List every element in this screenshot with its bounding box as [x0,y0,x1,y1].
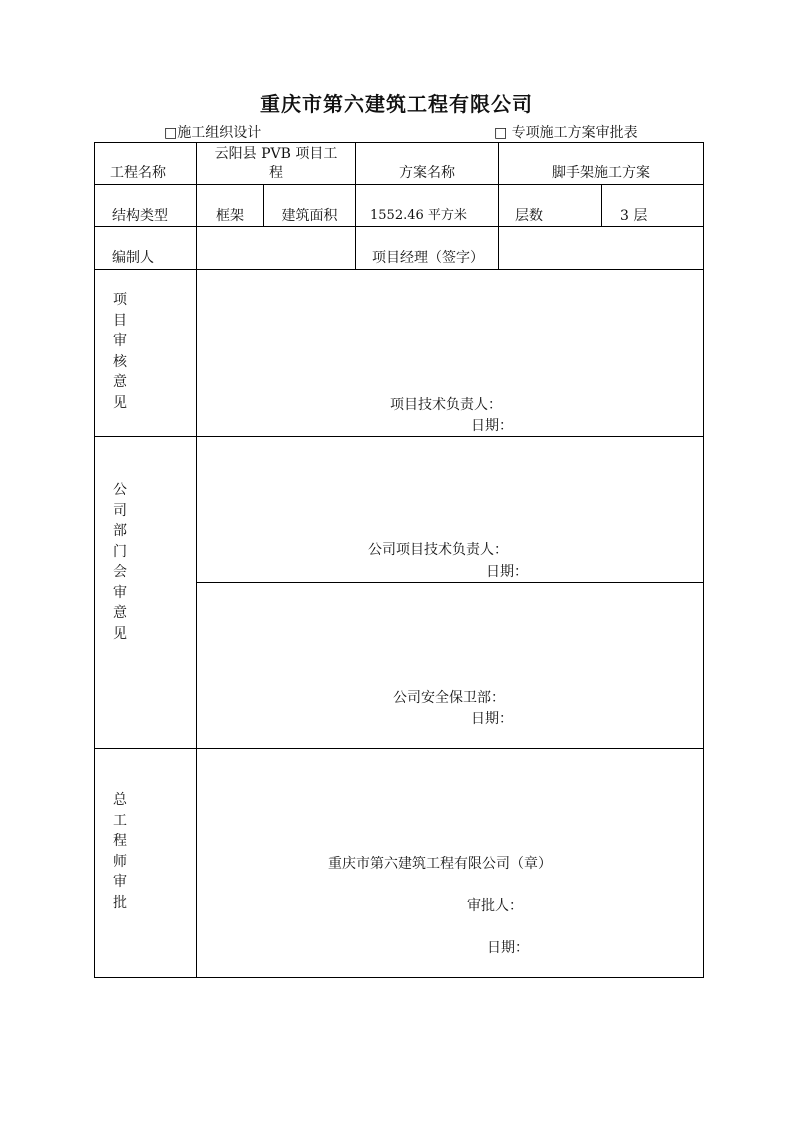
table-border-left [94,142,95,978]
option-special-plan-approval[interactable]: □ 专项施工方案审批表 [494,125,638,141]
row-divider [94,226,704,227]
pm-label: 项目经理（签字） [372,250,484,266]
approver-label: 审批人： [467,898,523,914]
col-divider [196,142,197,978]
compiler-label: 编制人 [112,250,154,266]
plan-name-label: 方案名称 [399,165,455,181]
row-divider [196,582,704,583]
project-name-value-line1: 云阳县 PVB 项目工 [214,146,338,162]
project-review-label: 项 目 审 核 意 见 [113,292,127,411]
floors-value: 3 层 [620,208,648,224]
row-divider [94,269,704,270]
project-tech-signer-label: 项目技术负责人： [390,397,502,413]
table-border-right [703,142,704,978]
company-review-label: 公 司 部 门 会 审 意 见 [113,482,127,642]
col-divider [601,184,602,226]
approval-date-label: 日期： [487,940,529,956]
project-name-value-line2: 程 [269,165,283,181]
row-divider [94,184,704,185]
company-tech-date-label: 日期： [486,564,528,580]
project-review-date-label: 日期： [471,418,513,434]
company-seal-label: 重庆市第六建筑工程有限公司（章） [328,856,552,872]
structure-type-value: 框架 [216,208,244,224]
floors-label: 层数 [515,208,543,224]
project-name-label: 工程名称 [110,165,166,181]
plan-name-value: 脚手架施工方案 [552,165,650,181]
option-construction-design[interactable]: □施工组织设计 [164,125,262,141]
table-border-top [94,142,704,143]
company-safety-date-label: 日期： [471,711,513,727]
building-area-value: 1552.46 平方米 [370,208,467,223]
col-divider [355,142,356,269]
building-area-label: 建筑面积 [281,208,338,224]
table-border-bottom [94,977,704,978]
company-tech-signer-label: 公司项目技术负责人： [368,542,508,558]
col-divider [498,142,499,269]
row-divider [94,748,704,749]
document-title: 重庆市第六建筑工程有限公司 [260,92,533,116]
row-divider [94,436,704,437]
chief-engineer-label: 总 工 程 师 审 批 [113,792,127,911]
company-safety-signer-label: 公司安全保卫部： [393,690,505,706]
structure-type-label: 结构类型 [112,208,168,224]
